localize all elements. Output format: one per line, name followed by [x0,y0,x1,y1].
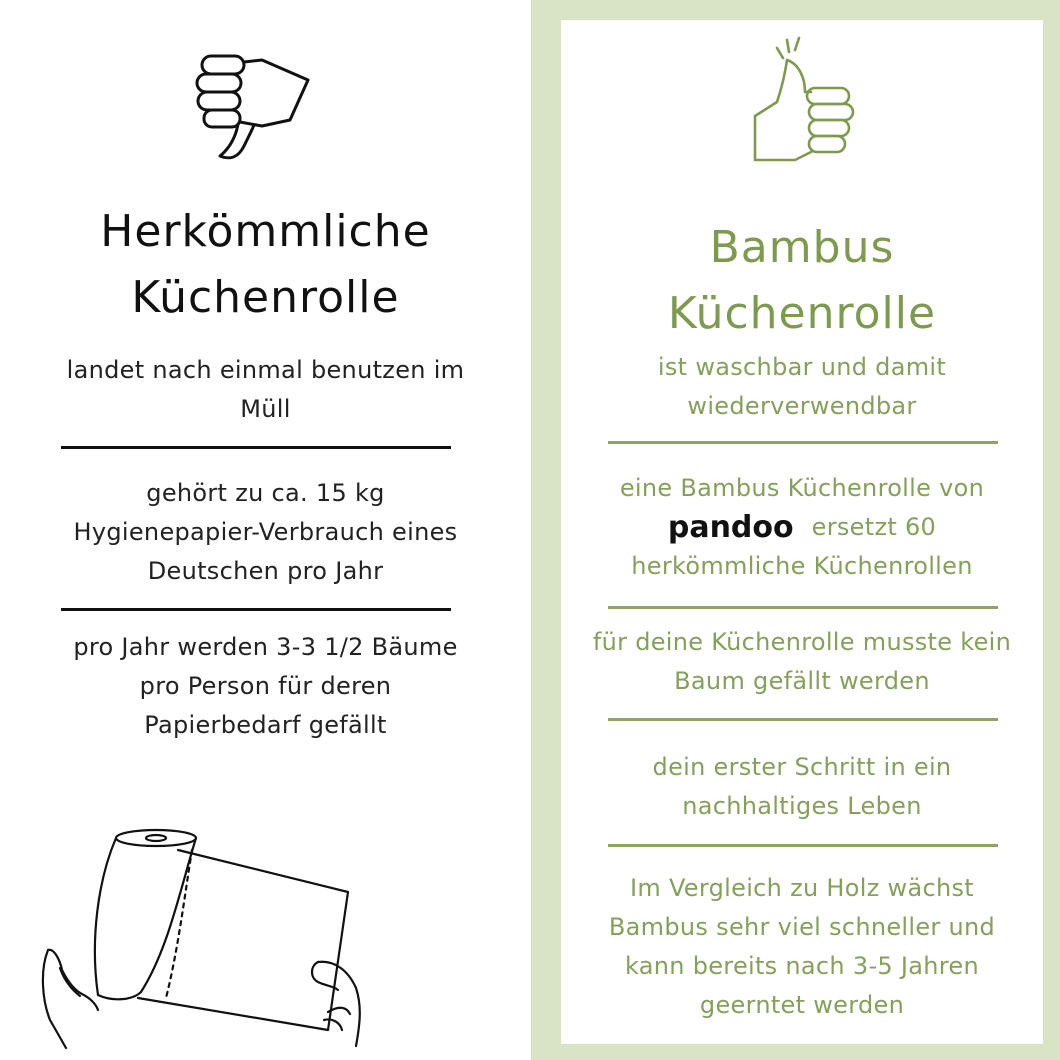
right-column-frame [531,0,1060,1060]
right-divider-4 [608,844,998,847]
right-column [561,20,1043,1044]
right-p4-line1: dein erster Schritt in ein [652,753,952,781]
right-divider-3 [608,718,998,721]
left-p2-line1: gehört zu ca. 15 kg [146,479,385,507]
left-p1-line2: Müll [240,395,291,423]
right-p2-line3: herkömmliche Küchenrollen [631,552,973,580]
left-title-line1: Herkömmliche [100,206,431,257]
right-p3-line2: Baum gefällt werden [674,667,930,695]
right-p2-line2: ersetzt 60 [811,513,937,541]
right-divider-2 [608,606,998,609]
right-p5-line2: Bambus sehr viel schneller und [608,913,996,941]
left-p3-line1: pro Jahr werden 3-3 1/2 Bäume [73,633,458,661]
right-divider-1 [608,441,998,444]
left-p2-line2: Hygienepapier-Verbrauch eines [73,518,458,546]
pandoo-logo: pandoo [667,510,794,545]
left-p1-line1: landet nach einmal benutzen im [66,356,465,384]
thumbs-down-icon [190,50,315,165]
right-p2-line2-wrap [561,508,1043,547]
left-p2-line3: Deutschen pro Jahr [147,557,384,585]
left-p3-line3: Papierbedarf gefällt [144,711,387,739]
right-title-line2: Küchenrolle [667,288,937,339]
right-p4-line2: nachhaltiges Leben [682,792,922,820]
left-title-line2: Küchenrolle [131,272,400,323]
right-p5-line1: Im Vergleich zu Holz wächst [629,874,975,902]
paper-roll-icon [38,820,378,1050]
left-p3-line2: pro Person für deren [139,672,392,700]
right-p1-line1: ist waschbar und damit [657,353,947,381]
left-divider-1 [61,446,451,449]
right-p1-line2: wiederverwendbar [687,392,917,420]
right-p2-line1: eine Bambus Küchenrolle von [619,474,985,502]
thumbs-up-icon [751,34,861,164]
right-p5-line4: geerntet werden [699,991,905,1019]
right-title-line1: Bambus [709,222,895,273]
right-p3-line1: für deine Küchenrolle musste kein [592,628,1012,656]
left-divider-2 [61,608,451,611]
right-p5-line3: kann bereits nach 3-5 Jahren [624,952,980,980]
